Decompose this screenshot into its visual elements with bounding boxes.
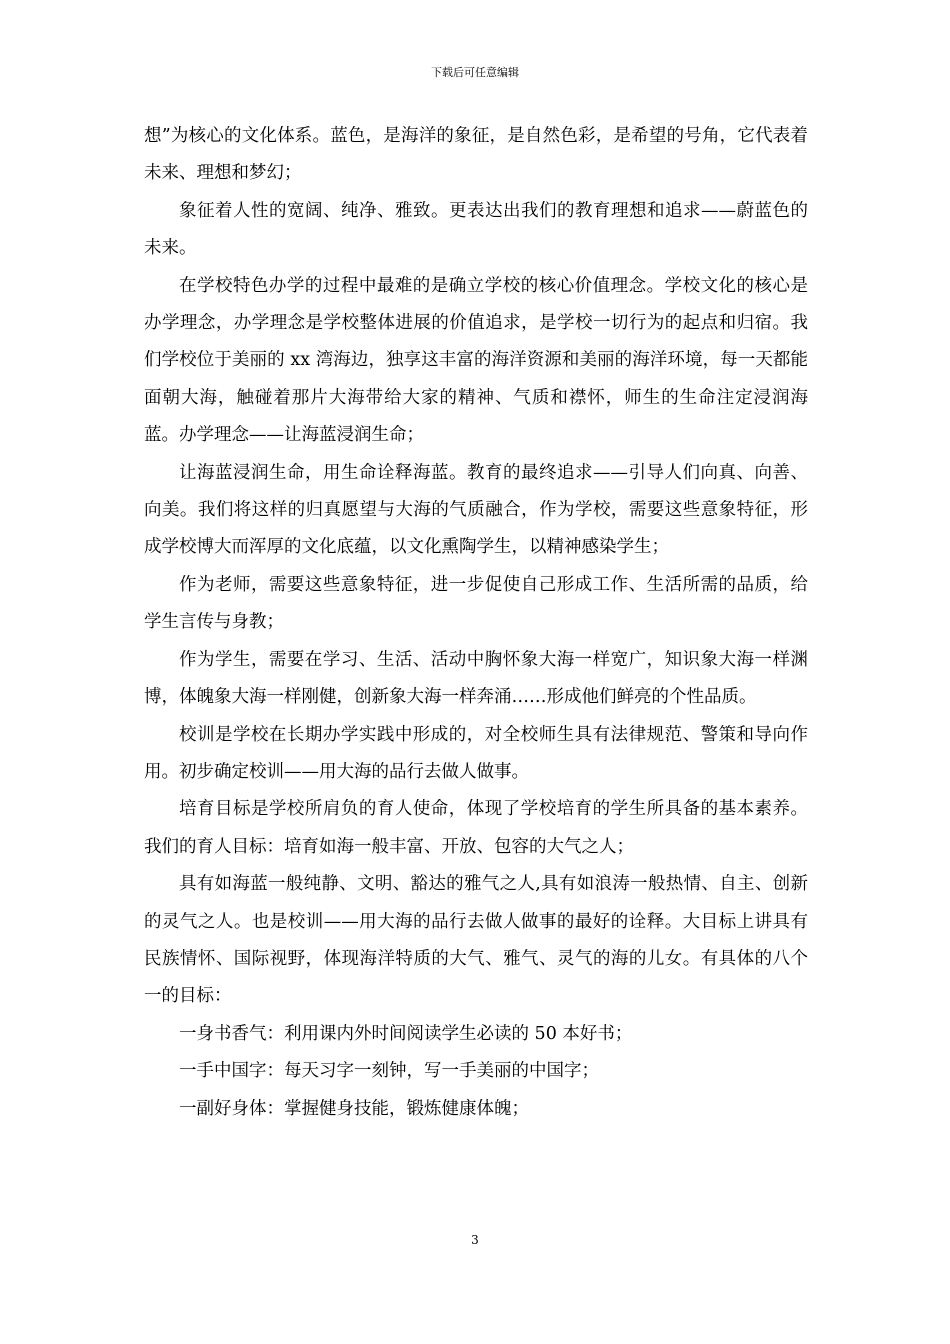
paragraph: 培育目标是学校所肩负的育人使命，体现了学校培育的学生所具备的基本素养。我们的育人目标：培育如海一般丰富、开放、包容的大气之人； (144, 799, 808, 857)
paragraph: 让海蓝浸润生命，用生命诠释海蓝。教育的最终追求——引导人们向真、向善、向美。我们将这样的归真愿望与大海的气质融合，作为学校，需要这些意象特征，形成学校博大而浑厚的文化底蕴，以文化熏陶学生，以精神感染学生； (144, 462, 808, 558)
paragraph: 作为学生，需要在学习、生活、活动中胸怀象大海一样宽广，知识象大海一样渊博，体魄象大海一样刚健，创新象大海一样奔涌……形成他们鲜亮的个性品质。 (144, 649, 808, 708)
paragraph: 在学校特色办学的过程中最难的是确立学校的核心价值理念。学校文化的核心是办学理念，办学理念是学校整体进展的价值追求，是学校一切行为的起点和归宿。我们学校位于美丽的 xx 湾海边，独享这丰富的海洋资源和美丽的海洋环境，每一天都能面朝大海，触碰着那片大海带给大家的精神、气质和襟怀，师生的生命注定浸润海蓝。办学理念——让海蓝浸润生命； (144, 275, 808, 446)
paragraph-continuation: 想”为核心的文化体系。蓝色，是海洋的象征，是自然色彩，是希望的号角，它代表着未来、理想和梦幻； (144, 126, 808, 184)
paragraph: 作为老师，需要这些意象特征，进一步促使自己形成工作、生活所需的品质，给学生言传与身教； (144, 574, 808, 633)
paragraph: 具有如海蓝一般纯静、文明、豁达的雅气之人,具有如浪涛一般热情、自主、创新的灵气之人。也是校训——用大海的品行去做人做事的最好的诠释。大目标上讲具有民族情怀、国际视野，体现海洋特质的大气、雅气、灵气的海的儿女。有具体的八个一的目标： (144, 874, 808, 1007)
page-number: 3 (471, 1233, 479, 1247)
goal-item: 一身书香气：利用课内外时间阅读学生必读的 50 本好书； (179, 1023, 633, 1044)
paragraph: 象征着人性的宽阔、纯净、雅致。更表达出我们的教育理想和追求——蔚蓝色的未来。 (144, 200, 808, 259)
document-body (144, 118, 808, 1128)
page-header: 下载后可任意编辑 (431, 66, 519, 79)
paragraph: 校训是学校在长期办学实践中形成的，对全校师生具有法律规范、警策和导向作用。初步确定校训——用大海的品行去做人做事。 (144, 724, 808, 782)
goal-item: 一手中国字：每天习字一刻钟，写一手美丽的中国字； (179, 1061, 599, 1082)
goal-item: 一副好身体：掌握健身技能，锻炼健康体魄； (179, 1098, 529, 1119)
